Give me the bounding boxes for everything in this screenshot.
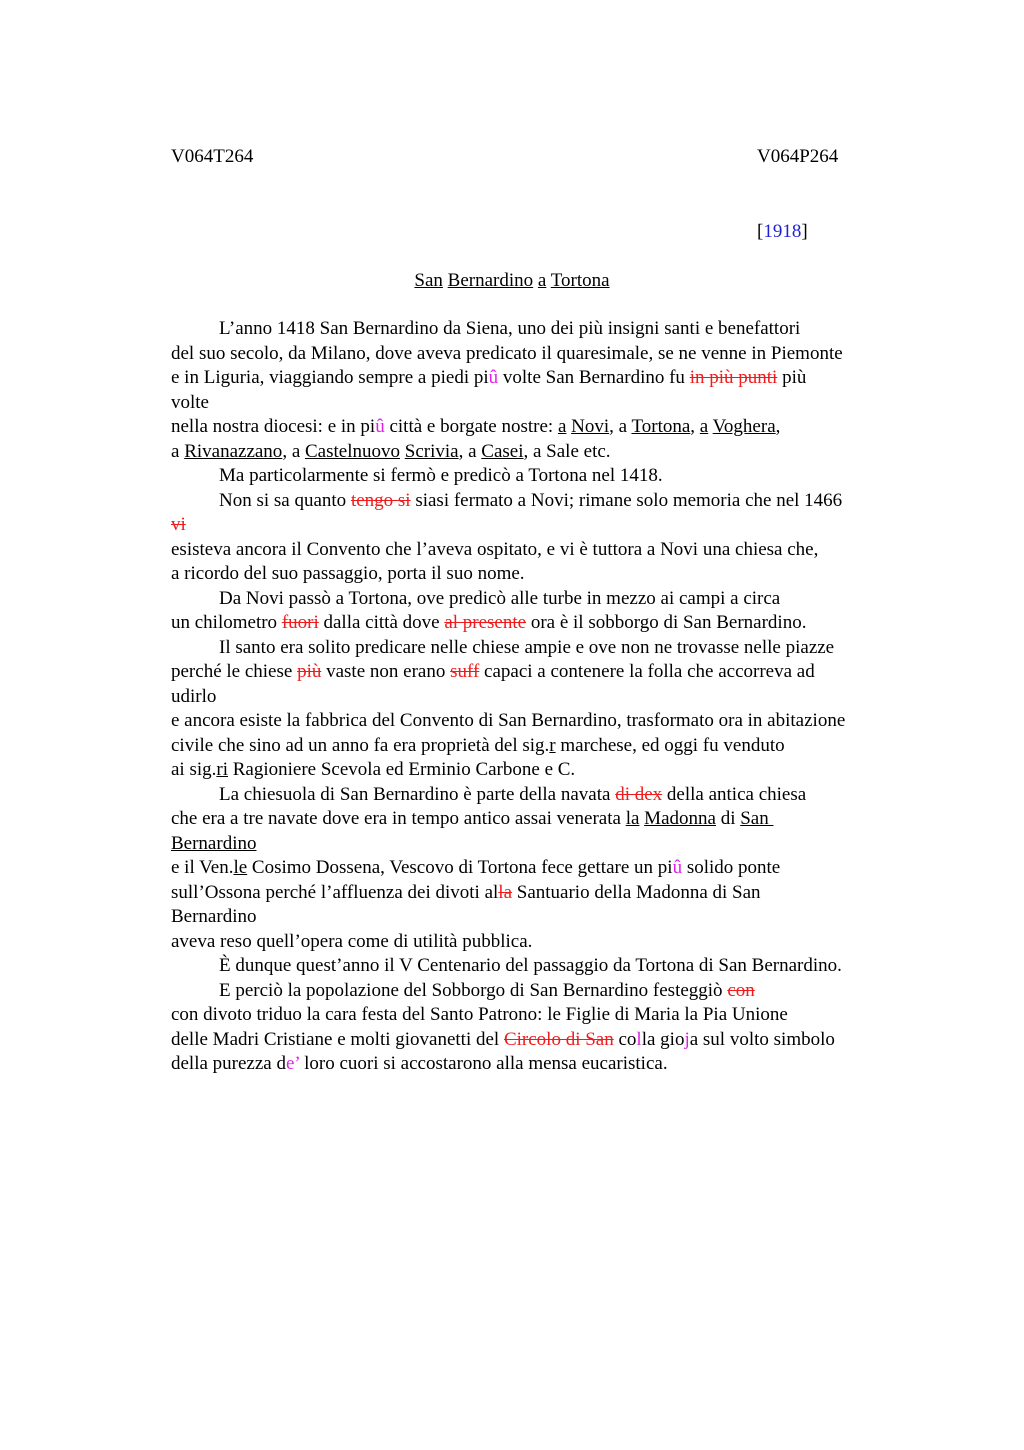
deleted-text: di dex — [615, 783, 663, 805]
deleted-text: Circolo di San — [503, 1028, 614, 1050]
inserted-text: l — [636, 1028, 642, 1050]
text-line: udirlo — [171, 685, 217, 707]
text-line: È dunque quest’anno il V Centenario del passaggio da Tortona di San Bernardino. — [219, 955, 842, 976]
inserted-text: û — [488, 367, 499, 388]
text-line: che era a tre navate dove era in tempo antico assai venerata la Madonna di San — [171, 808, 774, 829]
inserted-text: û — [375, 416, 385, 437]
text-line: un chilometro fuori dalla città dove al presente ora è il sobborgo di San Bernardino. — [171, 612, 807, 633]
deleted-text: al presente — [444, 612, 527, 633]
text-line: Ma particolarmente si fermò e predicò a Tortona nel 1418. — [219, 465, 663, 486]
text-line: e in Liguria, viaggiando sempre a piedi piû volte San Bernardino fu in più punti più — [171, 367, 807, 388]
inserted-text: û — [672, 857, 683, 878]
text-line: Non si sa quanto tengo si siasi fermato a Novi; rimane solo memoria che nel 1466 — [219, 489, 843, 511]
text-line: della purezza de’ loro cuori si accostarono alla mensa eucaristica. — [171, 1053, 668, 1074]
text-line: nella nostra diocesi: e in piû città e borgate nostre: a Novi, a Tortona, a Voghera, — [171, 416, 781, 437]
header-right-code: V064P264 — [757, 146, 839, 167]
text-line: e ancora esiste la fabbrica del Convento di San Bernardino, trasformato ora in abitazione — [171, 710, 846, 731]
text-line: Bernardino — [171, 832, 257, 854]
text-line: volte — [171, 391, 209, 413]
text-line: a ricordo del suo passaggio, porta il suo nome. — [171, 563, 525, 584]
deleted-text: in più punti — [689, 367, 778, 388]
text-line: Bernardino — [171, 906, 257, 927]
text-line: con divoto triduo la cara festa del Santo Patrono: le Figlie di Maria la Pia Unione — [171, 1004, 788, 1025]
text-line: esisteva ancora il Convento che l’aveva ospitato, e vi è tuttora a Novi una chiesa che, — [171, 538, 819, 560]
deleted-text: con — [727, 979, 755, 1001]
text-line: E perciò la popolazione del Sobborgo di San Bernardino festeggiò con — [219, 979, 755, 1001]
year-link[interactable]: 1918 — [763, 221, 802, 242]
text-line: del suo secolo, da Milano, dove aveva predicato il quaresimale, se ne venne in Piemonte — [171, 342, 843, 364]
deleted-text: suff — [450, 661, 480, 682]
text-line: a Rivanazzano, a Castelnuovo Scrivia, a Casei, a Sale etc. — [171, 440, 611, 462]
text-line: ai sig.ri Ragioniere Scevola ed Erminio Carbone e C. — [171, 759, 576, 780]
year-reference: [1918] — [757, 221, 808, 242]
page-title: San Bernardino a Tortona — [414, 270, 610, 291]
text-line: perché le chiese più vaste non erano suff capaci a contenere la folla che accorreva ad — [171, 661, 815, 682]
text-line: delle Madri Cristiane e molti giovanetti del Circolo di San colla gioja sul volto simbolo — [171, 1028, 835, 1050]
deleted-text: fuori — [281, 612, 319, 633]
text-line: L’anno 1418 San Bernardino da Siena, uno dei più insigni santi e benefattori — [219, 318, 801, 339]
deleted-text: vi — [171, 514, 186, 535]
document-body — [171, 317, 911, 1077]
text-line: sull’Ossona perché l’affluenza dei divoti alla Santuario della Madonna di San — [171, 881, 761, 903]
deleted-text: più — [297, 661, 322, 682]
text-line: La chiesuola di San Bernardino è parte della navata di dex della antica chiesa — [219, 783, 807, 805]
text-line: aveva reso quell’opera come di utilità pubblica. — [171, 930, 533, 952]
inserted-text: e’ — [285, 1053, 300, 1074]
text-line: civile che sino ad un anno fa era proprietà del sig.r marchese, ed oggi fu venduto — [171, 734, 785, 756]
inserted-text: j — [684, 1028, 690, 1050]
text-line: Il santo era solito predicare nelle chiese ampie e ove non ne trovasse nelle piazze — [219, 636, 835, 658]
header-left-code: V064T264 — [171, 146, 254, 167]
text-line: e il Ven.le Cosimo Dossena, Vescovo di Tortona fece gettare un piû solido ponte — [171, 857, 781, 878]
deleted-text: la — [498, 881, 513, 903]
deleted-text: tengo si — [350, 489, 411, 511]
text-line: Da Novi passò a Tortona, ove predicò alle turbe in mezzo ai campi a circa — [219, 587, 781, 609]
